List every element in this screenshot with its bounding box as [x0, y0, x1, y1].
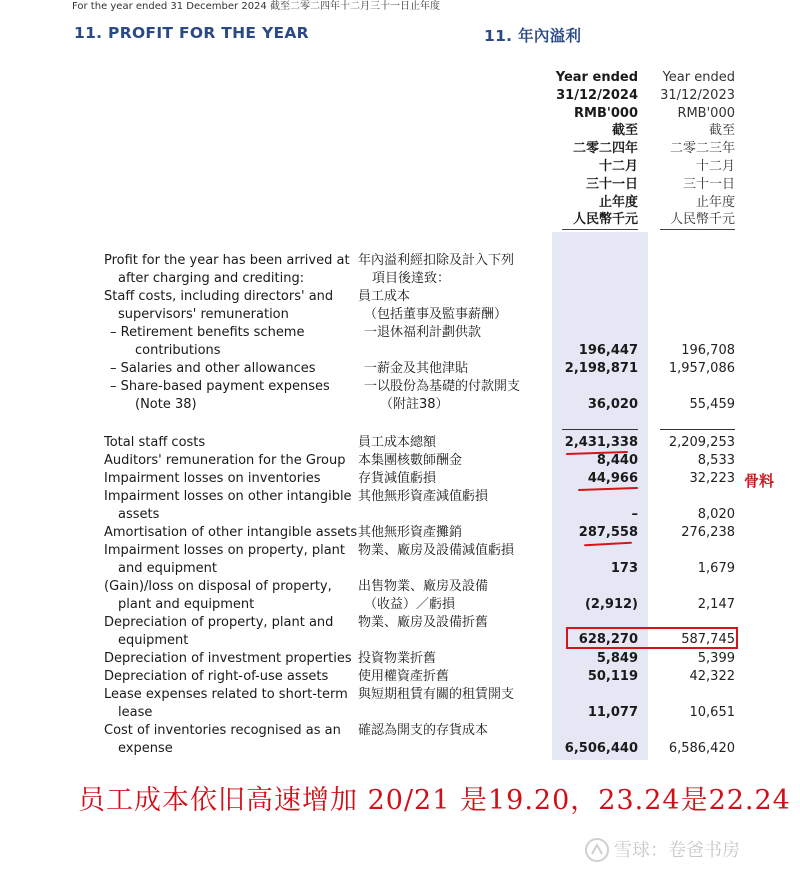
value-2024: 2,431,338: [564, 435, 638, 450]
row-label-en: assets: [118, 507, 160, 522]
row-label-zh: 物業、廠房及設備折舊: [358, 615, 489, 630]
row-label-zh: 確認為開支的存貨成本: [358, 723, 489, 738]
handwritten-side-note: 骨料: [744, 472, 775, 490]
header-rule-2023: [660, 229, 735, 230]
row-label-en: Impairment losses on other intangible: [104, 489, 352, 504]
row-label-en: – Retirement benefits scheme: [110, 325, 305, 340]
row-label-zh: 項目後達致：: [372, 271, 451, 286]
row-label-zh: 存貨減值虧損: [358, 471, 437, 486]
header-2023-line: Year ended: [662, 70, 735, 85]
header-2024-line: 十二月: [598, 158, 638, 174]
value-2024: 11,077: [587, 705, 638, 720]
row-label-zh: 其他無形資產減值虧損: [358, 489, 489, 504]
value-2023: 587,745: [681, 632, 735, 647]
row-label-en: Total staff costs: [104, 435, 206, 450]
section-title-en: 11. PROFIT FOR THE YEAR: [74, 24, 309, 42]
row-label-en: Depreciation of investment properties: [104, 651, 352, 666]
header-2024-line: 人民幣千元: [572, 212, 638, 228]
value-2024: 5,849: [596, 651, 638, 666]
value-2023: 1,679: [697, 561, 735, 576]
row-label-en: Staff costs, including directors' and: [104, 289, 334, 304]
value-2023: 10,651: [689, 705, 735, 720]
row-label-zh: 出售物業、廠房及設備: [358, 579, 489, 594]
value-2023: 6,586,420: [668, 741, 735, 756]
header-2023-line: RMB'000: [677, 105, 735, 121]
row-label-en: Lease expenses related to short-term: [104, 687, 348, 702]
value-2024: 36,020: [587, 397, 638, 412]
row-label-zh: 投資物業折舊: [358, 651, 437, 666]
value-2023: 42,322: [689, 669, 735, 684]
value-2024: 6,506,440: [564, 741, 638, 756]
value-2024: 8,440: [596, 453, 638, 468]
row-label-en: Auditors' remuneration for the Group: [104, 453, 346, 468]
row-label-en: Cost of inventories recognised as an: [104, 723, 341, 738]
value-2024: 44,966: [587, 471, 638, 486]
header-2024-line: 31/12/2024: [556, 87, 638, 103]
value-2024: 50,119: [587, 669, 638, 684]
row-label-zh: 年內溢利經扣除及計入下列: [358, 253, 515, 268]
row-label-en: lease: [118, 705, 153, 720]
row-label-zh: 使用權資產折舊: [358, 669, 450, 684]
value-2024: 628,270: [578, 632, 638, 647]
value-2024: 196,447: [578, 343, 638, 358]
header-2023-line: 十二月: [695, 158, 735, 174]
value-2023: 2,147: [697, 597, 735, 612]
value-2024: (2,912): [584, 597, 638, 612]
row-label-en: Depreciation of property, plant and: [104, 615, 334, 630]
row-label-zh: 一以股份為基礎的付款開支: [364, 379, 521, 394]
row-label-en: (Note 38): [135, 397, 197, 412]
row-label-zh: （附註38）: [380, 397, 449, 412]
red-box-depreciation: [566, 627, 738, 649]
header-2023-line: 三十一日: [682, 176, 735, 192]
value-2023: 32,223: [689, 471, 735, 486]
row-label-en: – Salaries and other allowances: [110, 361, 316, 376]
row-label-zh: 員工成本: [358, 289, 411, 304]
column-header-2023: [640, 69, 735, 229]
row-label-zh: 一薪金及其他津貼: [364, 361, 469, 376]
row-label-zh: 其他無形資產攤銷: [358, 525, 463, 540]
header-2024-line: RMB'000: [574, 105, 638, 121]
value-2024: 173: [610, 561, 638, 576]
value-2024: –: [631, 507, 638, 522]
row-label-en: plant and equipment: [118, 597, 255, 612]
value-2023: 196,708: [681, 343, 735, 358]
value-2023: 8,533: [697, 453, 735, 468]
header-2024-line: 二零二四年: [572, 141, 638, 157]
value-2023: 8,020: [697, 507, 735, 522]
row-label-en: Profit for the year has been arrived at: [104, 253, 350, 268]
row-label-en: (Gain)/loss on disposal of property,: [104, 579, 332, 594]
row-label-en: Impairment losses on inventories: [104, 471, 321, 486]
row-label-en: Amortisation of other intangible assets: [104, 525, 358, 540]
header-2024-line: 三十一日: [585, 176, 638, 192]
value-2023: 55,459: [689, 397, 735, 412]
row-label-en: and equipment: [118, 561, 217, 576]
value-2023: 2,209,253: [668, 435, 735, 450]
header-2023-line: 人民幣千元: [669, 212, 735, 228]
row-label-en: supervisors' remuneration: [118, 307, 289, 322]
xueqiu-logo-icon: [584, 837, 610, 863]
value-2023: 5,399: [697, 651, 735, 666]
row-label-en: Impairment losses on property, plant: [104, 543, 345, 558]
row-label-zh: （包括董事及監事薪酬）: [364, 307, 508, 322]
report-period-line: For the year ended 31 December 2024 截至二零二四年十二月三十一日止年度: [72, 1, 440, 12]
row-label-zh: 員工成本總額: [358, 435, 437, 450]
header-2024-line: 截至: [611, 123, 638, 139]
value-2023: 276,238: [681, 525, 735, 540]
subtotal-rule-2023: [660, 429, 735, 430]
row-label-zh: （收益）／虧損: [364, 597, 456, 612]
row-label-zh: 一退休福利計劃供款: [364, 325, 482, 340]
row-label-zh: 本集團核數師酬金: [358, 453, 463, 468]
value-2023: 1,957,086: [668, 361, 735, 376]
value-2024: 287,558: [578, 525, 638, 540]
subtotal-rule-2024: [562, 429, 638, 430]
row-label-zh: 物業、廠房及設備減值虧損: [358, 543, 515, 558]
header-rule-2024: [562, 229, 638, 230]
column-header-2024: [540, 69, 638, 229]
row-label-zh: 與短期租賃有關的租賃開支: [358, 687, 515, 702]
header-2023-line: 31/12/2023: [660, 87, 735, 103]
watermark-text: 雪球：卷爸书房: [614, 840, 740, 861]
header-2024-line: 止年度: [598, 194, 638, 210]
row-label-en: after charging and crediting:: [118, 271, 305, 286]
row-label-en: expense: [118, 741, 173, 756]
section-title-zh: 11. 年內溢利: [484, 27, 582, 45]
header-2023-line: 止年度: [695, 194, 735, 210]
row-label-en: contributions: [135, 343, 221, 358]
handwritten-bottom-note: 员工成本依旧高速增加 20/21 是19.20，23.24是22.24: [78, 785, 791, 816]
row-label-en: – Share-based payment expenses: [110, 379, 330, 394]
header-2023-line: 截至: [708, 123, 735, 139]
value-2024: 2,198,871: [564, 361, 638, 376]
row-label-en: equipment: [118, 633, 189, 648]
header-2023-line: 二零二三年: [669, 141, 735, 157]
row-label-en: Depreciation of right-of-use assets: [104, 669, 329, 684]
header-2024-line: Year ended: [555, 70, 638, 85]
